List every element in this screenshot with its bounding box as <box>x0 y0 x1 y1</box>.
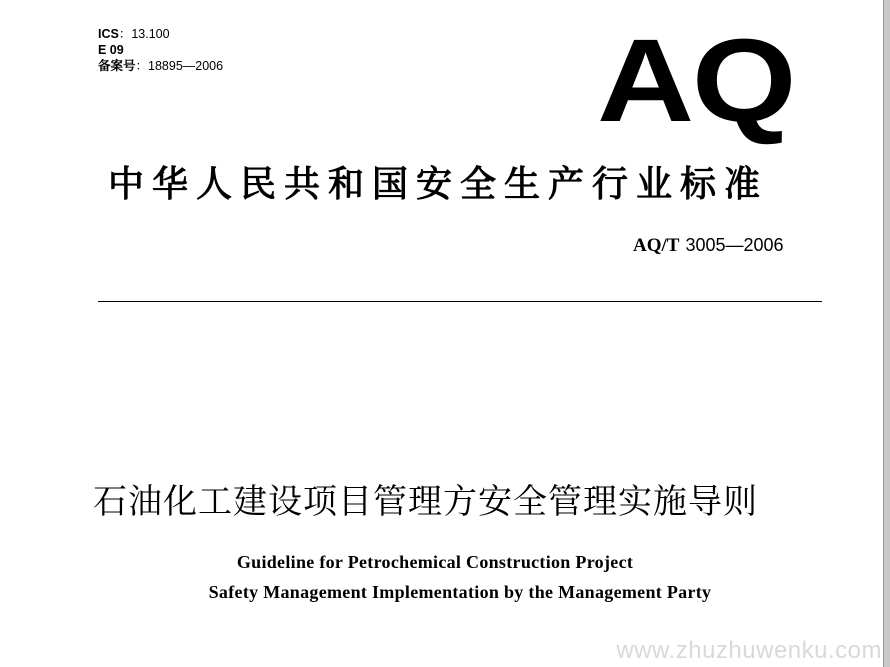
document-title-chinese: 石油化工建设项目管理方安全管理实施导则 <box>93 482 758 522</box>
document-metadata <box>98 26 223 74</box>
standard-number-prefix: AQ/T <box>633 235 680 256</box>
filing-label: 备案号 <box>98 59 136 73</box>
ics-label: ICS <box>98 27 119 41</box>
standard-org-title: 中华人民共和国安全生产行业标准 <box>108 164 769 205</box>
document-title-english-line-2: Safety Management Implementation by the Management Party <box>208 582 712 602</box>
page-edge <box>883 0 890 667</box>
category-code: E 09 <box>98 43 124 57</box>
filing-value: ：18895—2006 <box>135 59 224 73</box>
standard-number <box>633 235 784 257</box>
ics-line <box>98 26 223 42</box>
document-title-english-line-1: Guideline for Petrochemical Construction Project <box>236 552 634 572</box>
site-watermark: www.zhuzhuwenku.com <box>616 637 882 664</box>
filing-line <box>98 58 223 74</box>
standard-number-code: 3005—2006 <box>685 235 784 255</box>
ics-value: ：13.100 <box>118 27 170 41</box>
header-divider <box>98 301 822 302</box>
aq-logo: AQ <box>597 15 795 147</box>
